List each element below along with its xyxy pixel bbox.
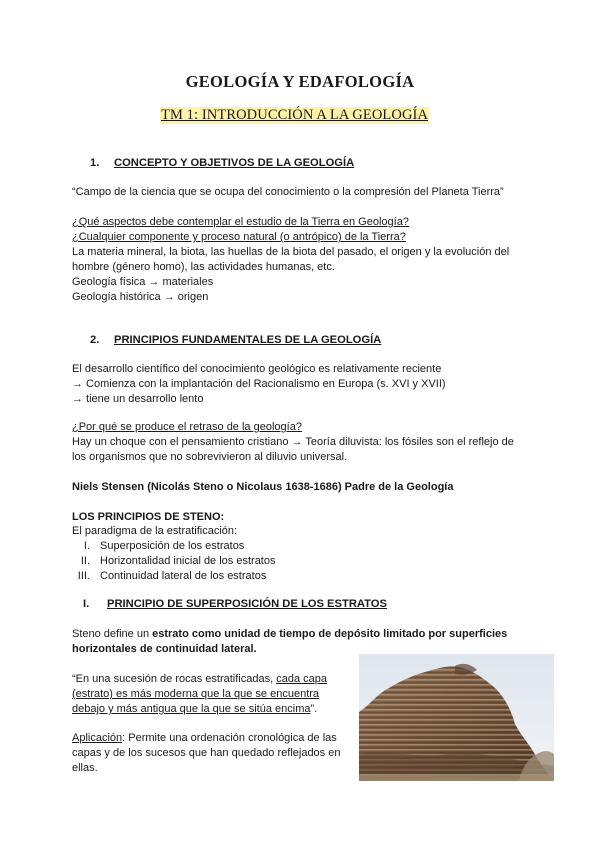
application-line-2: capas y de los sucesos que han quedado reflejados en bbox=[72, 747, 341, 759]
delay-answer-line-1: Hay un choque con el pensamiento cristiano → Teoría diluvista: los fósiles son el reflejo de bbox=[72, 436, 514, 448]
stratum-definition-line-1 bbox=[72, 627, 507, 642]
section-2-title: PRINCIPIOS FUNDAMENTALES DE LA GEOLOGÍA bbox=[114, 334, 382, 346]
delay-answer-line-2: los organismos que no sobrevivieron al diluvio universal. bbox=[72, 451, 348, 463]
principles-heading: LOS PRINCIPIOS DE STENO: bbox=[72, 511, 225, 523]
section-1-title: CONCEPTO Y OBJETIVOS DE LA GEOLOGÍA bbox=[114, 157, 355, 169]
application-line-1 bbox=[72, 731, 337, 746]
answer-line-1: La materia mineral, la biota, las huellas de la biota del pasado, el origen y la evolución del bbox=[72, 246, 510, 258]
quote-underlined-end: debajo y más antigua que la que se sitúa encima bbox=[72, 703, 311, 715]
section-2-number: 2. bbox=[90, 334, 100, 346]
geologia-fisica: Geología física → materiales bbox=[72, 276, 214, 288]
superposition-quote-line-2: (estrato) es más moderna que la que se encuentra bbox=[72, 688, 320, 700]
principle-item bbox=[62, 569, 266, 584]
principle-item bbox=[62, 539, 244, 554]
principle-item bbox=[62, 554, 275, 569]
quote-start: “En una sucesión de rocas estratificadas, bbox=[72, 673, 277, 685]
section-i-heading bbox=[83, 598, 387, 610]
geologia-historica: Geología histórica → origen bbox=[72, 291, 209, 303]
section-2-heading bbox=[90, 334, 381, 346]
rationalism-line: → Comienza con la implantación del Racionalismo en Europa (s. XVI y XVII) bbox=[72, 378, 446, 390]
geology-definition: “Campo de la ciencia que se ocupa del conocimiento o la compresión del Planeta Tierra” bbox=[72, 186, 504, 198]
quote-underlined: cada capa bbox=[276, 673, 327, 685]
question-components: ¿Cualquier componente y proceso natural (o antrópico) de la Tierra? bbox=[72, 231, 406, 243]
section-1-number: 1. bbox=[90, 157, 100, 169]
paradigm-line: El paradigma de la estratificación: bbox=[72, 525, 238, 537]
topic-subtitle: TM 1: INTRODUCCIÓN A LA GEOLOGÍA bbox=[161, 107, 429, 123]
principle-text: Horizontalidad inicial de los estratos bbox=[100, 555, 276, 567]
steno-line: Niels Stensen (Nicolás Steno o Nicolaus 1638-1686) Padre de la Geología bbox=[72, 481, 454, 493]
answer-line-2: hombre (género homo), las actividades humanas, etc. bbox=[72, 261, 335, 273]
stratum-definition-line-2: horizontales de continuidad lateral. bbox=[72, 643, 257, 655]
stratum-definition-bold: estrato como unidad de tiempo de depósito limitado por superficies bbox=[152, 628, 508, 640]
stratified-rock-illustration bbox=[359, 654, 554, 781]
document-title: GEOLOGÍA Y EDAFOLOGÍA bbox=[185, 72, 415, 91]
principle-number: II. bbox=[80, 555, 90, 567]
question-aspects: ¿Qué aspectos debe contemplar el estudio de la Tierra en Geología? bbox=[72, 216, 409, 228]
principle-text: Superposición de los estratos bbox=[100, 540, 245, 552]
section-i-number: I. bbox=[83, 598, 90, 610]
superposition-quote-line-1 bbox=[72, 672, 327, 687]
principle-text: Continuidad lateral de los estratos bbox=[100, 570, 267, 582]
section-1-heading bbox=[90, 157, 354, 169]
application-line-3: ellas. bbox=[72, 762, 98, 774]
development-line: El desarrollo científico del conocimiento geológico es relativamente reciente bbox=[72, 363, 442, 375]
superposition-quote-line-3 bbox=[72, 702, 317, 717]
stratified-rock-photo bbox=[359, 654, 554, 781]
application-text: : Permite una ordenación cronológica de las bbox=[122, 732, 337, 744]
slow-development-line: → tiene un desarrollo lento bbox=[72, 393, 204, 405]
stratum-definition-start: Steno define un bbox=[72, 628, 153, 640]
principle-number: I. bbox=[83, 540, 90, 552]
question-delay: ¿Por qué se produce el retraso de la geología? bbox=[72, 421, 302, 433]
principle-number: III. bbox=[77, 570, 90, 582]
section-i-title: PRINCIPIO DE SUPERPOSICIÓN DE LOS ESTRATOS bbox=[107, 598, 387, 610]
application-label: Aplicación bbox=[72, 732, 123, 744]
quote-close: ”. bbox=[310, 703, 318, 715]
